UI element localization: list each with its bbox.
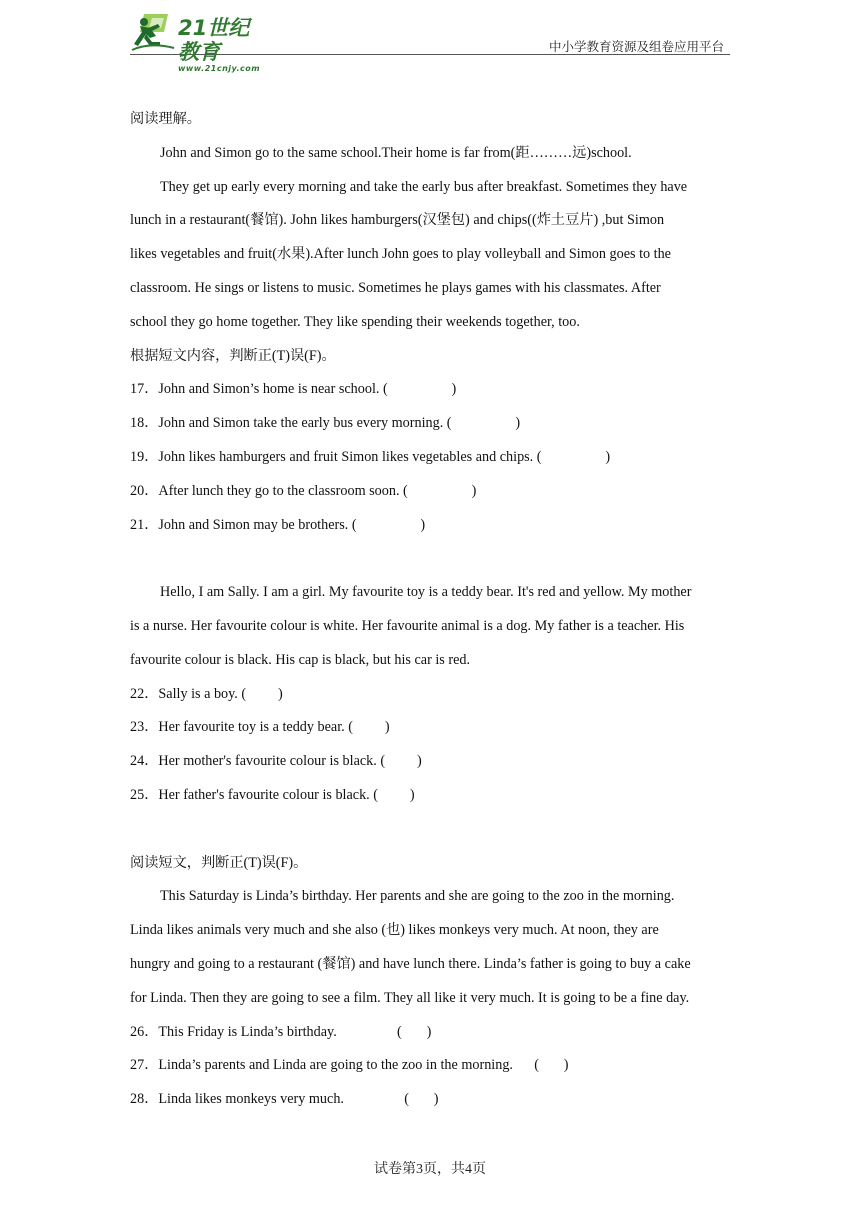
question-19: 19．John likes hamburgers and fruit Simon likes vegetables and chips. ( ) [130,448,611,465]
page-footer: 试卷第3页，共4页 [374,1162,486,1177]
section1-paragraph-line: John and Simon go to the same school.Their home is far from(距………远)school. [160,144,632,161]
question-24: 24．Her mother's favourite colour is black. ( ) [130,753,422,770]
logo-title: 21世纪教育 [178,16,250,64]
spacer [130,813,730,847]
document-body [130,103,730,1117]
question-27: 27．Linda’s parents and Linda are going to the zoo in the morning. ( ) [130,1057,569,1074]
logo-url: www.21cnjy.com [178,64,261,73]
section1-paragraph-line: lunch in a restaurant(餐馆). John likes hamburgers(汉堡包) and chips((炸土豆片) ,but Simon [130,212,665,229]
section1-task: 根据短文内容，判断正(T)误(F)。 [130,347,336,364]
section3-paragraph-line: Linda likes animals very much and she also (也) likes monkeys very much. At noon, they are [130,922,659,939]
section2-paragraph-line: favourite colour is black. His cap is black, but his car is red. [130,651,471,668]
question-22: 22．Sally is a boy. ( ) [130,685,283,702]
question-28: 28．Linda likes monkeys very much. ( ) [130,1091,439,1108]
section1-paragraph-line: They get up early every morning and take the early bus after breakfast. Sometimes they have [160,178,688,195]
section1-instruction: 阅读理解。 [130,111,201,127]
page-header [130,10,730,73]
platform-name: 中小学教育资源及组卷应用平台 [548,39,724,54]
question-23: 23．Her favourite toy is a teddy bear. ( ) [130,719,390,736]
section2-paragraph-line: Hello, I am Sally. I am a girl. My favourite toy is a teddy bear. It's red and yellow. My mother [160,584,692,601]
section3-instruction: 阅读短文，判断正(T)误(F)。 [130,854,308,871]
question-18: 18．John and Simon take the early bus every morning. ( ) [130,415,521,432]
section1-paragraph-line: likes vegetables and fruit(水果).After lunch John goes to play volleyball and Simon goes to the [130,246,671,263]
question-17: 17．John and Simon’s home is near school. ( ) [130,381,457,398]
section1-paragraph-line: school they go home together. They like spending their weekends together, too. [130,313,580,330]
section1-paragraph-line: classroom. He sings or listens to music. Sometimes he plays games with his classmates. After [130,279,661,296]
section3-paragraph-line: This Saturday is Linda’s birthday. Her parents and she are going to the zoo in the morning. [160,888,675,905]
runner-logo-icon [130,12,176,52]
section3-paragraph-line: hungry and going to a restaurant (餐馆) and have lunch there. Linda’s father is going to buy a cake [130,955,691,972]
section2-paragraph-line: is a nurse. Her favourite colour is white. Her favourite animal is a dog. My father is a teacher. His [130,617,685,634]
logo [130,12,261,73]
question-20: 20．After lunch they go to the classroom soon. ( ) [130,482,477,499]
question-26: 26．This Friday is Linda’s birthday. ( ) [130,1023,432,1040]
section3-paragraph-line: for Linda. Then they are going to see a film. They all like it very much. It is going to be a fine day. [130,989,690,1006]
question-25: 25．Her father's favourite colour is black. ( ) [130,786,415,803]
question-21: 21．John and Simon may be brothers. ( ) [130,516,426,533]
spacer [130,542,730,576]
